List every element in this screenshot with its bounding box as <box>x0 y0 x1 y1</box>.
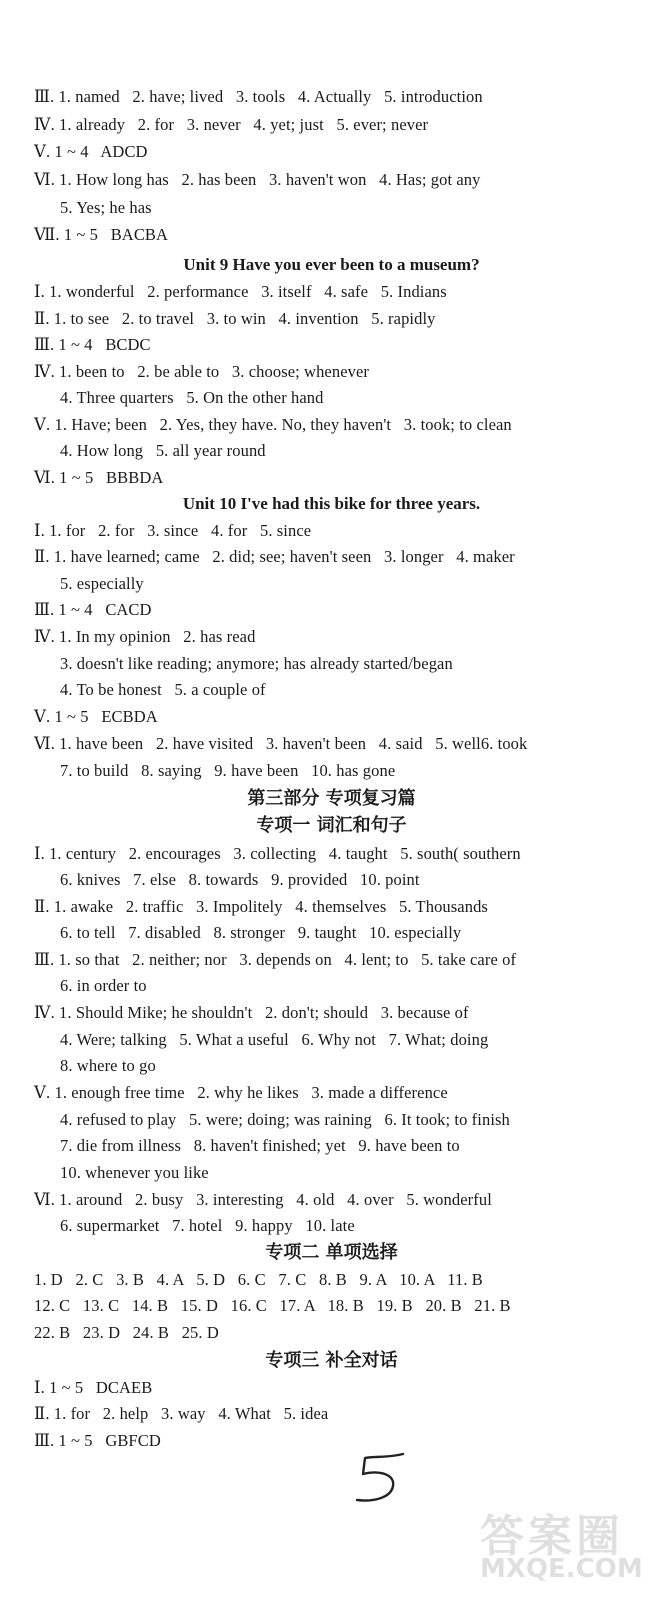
answer-line: Ⅳ. 1. Should Mike; he shouldn't 2. don't; should 3. because of <box>34 1003 469 1022</box>
part-heading: 第三部分 专项复习篇 <box>247 788 416 809</box>
watermark-logo <box>470 1500 650 1590</box>
answer-line: Ⅳ. 1. been to 2. be able to 3. choose; whenever <box>34 362 369 381</box>
answer-line: Ⅵ. 1 ~ 5 BBBDA <box>34 468 164 487</box>
answer-line: 12. C 13. C 14. B 15. D 16. C 17. A 18. B 19. B 20. B 21. B <box>34 1296 511 1315</box>
answer-line: 1. D 2. C 3. B 4. A 5. D 6. C 7. C 8. B 9. A 10. A 11. B <box>34 1270 483 1289</box>
answer-line: Ⅰ. 1. for 2. for 3. since 4. for 5. since <box>34 521 312 540</box>
answer-line: 8. where to go <box>60 1056 156 1075</box>
answer-line: 4. Were; talking 5. What a useful 6. Why not 7. What; doing <box>60 1030 489 1049</box>
answer-line: Ⅲ. 1. named 2. have; lived 3. tools 4. Actually 5. introduction <box>34 87 483 106</box>
answer-line: Ⅵ. 1. around 2. busy 3. interesting 4. old 4. over 5. wonderful <box>34 1190 492 1209</box>
answer-line: 3. doesn't like reading; anymore; has already started/began <box>60 654 453 673</box>
unit-heading: Unit 10 I've had this bike for three years. <box>182 494 481 513</box>
unit-heading: Unit 9 Have you ever been to a museum? <box>183 255 480 274</box>
answer-line: Ⅲ. 1 ~ 4 CACD <box>34 600 152 619</box>
answer-line: 22. B 23. D 24. B 25. D <box>34 1323 219 1342</box>
answer-line: 7. die from illness 8. haven't finished; yet 9. have been to <box>60 1136 460 1155</box>
answer-line: Ⅴ. 1 ~ 4 ADCD <box>34 142 148 161</box>
answer-line: 6. supermarket 7. hotel 9. happy 10. late <box>60 1216 355 1235</box>
section-heading: 专项二 单项选择 <box>265 1242 398 1263</box>
watermark-text: 答案圈 <box>480 1511 624 1562</box>
answer-line: Ⅰ. 1 ~ 5 DCAEB <box>34 1378 153 1397</box>
answer-line: 6. in order to <box>60 976 147 995</box>
answer-line: Ⅲ. 1 ~ 4 BCDC <box>34 335 151 354</box>
answer-line: 4. Three quarters 5. On the other hand <box>60 388 324 407</box>
answer-line: Ⅴ. 1. Have; been 2. Yes, they have. No, they haven't 3. took; to clean <box>34 415 512 434</box>
answer-line: Ⅵ. 1. have been 2. have visited 3. haven't been 4. said 5. well6. took <box>34 734 528 753</box>
answer-line: 6. to tell 7. disabled 8. stronger 9. taught 10. especially <box>60 923 462 942</box>
answer-line: 10. whenever you like <box>60 1163 209 1182</box>
answer-line: Ⅴ. 1. enough free time 2. why he likes 3. made a difference <box>34 1083 448 1102</box>
answer-line: Ⅳ. 1. In my opinion 2. has read <box>34 627 256 646</box>
answer-line: 4. refused to play 5. were; doing; was raining 6. It took; to finish <box>60 1110 510 1129</box>
answer-line: Ⅱ. 1. have learned; came 2. did; see; haven't seen 3. longer 4. maker <box>34 547 515 566</box>
answer-line: 7. to build 8. saying 9. have been 10. has gone <box>60 761 396 780</box>
answer-line: 4. How long 5. all year round <box>60 441 266 460</box>
answer-line: Ⅳ. 1. already 2. for 3. never 4. yet; just 5. ever; never <box>34 115 429 134</box>
answer-line: 5. especially <box>60 574 144 593</box>
answer-line: Ⅲ. 1 ~ 5 GBFCD <box>34 1431 161 1450</box>
answer-line: Ⅴ. 1 ~ 5 ECBDA <box>34 707 158 726</box>
handwritten-page-number <box>345 1448 415 1508</box>
answer-line: 4. To be honest 5. a couple of <box>60 680 266 699</box>
answer-line: 6. knives 7. else 8. towards 9. provided 10. point <box>60 870 420 889</box>
watermark-url: MXQE.COM <box>480 1554 643 1584</box>
answer-line: Ⅱ. 1. to see 2. to travel 3. to win 4. invention 5. rapidly <box>34 309 436 328</box>
section-heading: 专项三 补全对话 <box>265 1350 398 1371</box>
answer-line: Ⅰ. 1. century 2. encourages 3. collecting 4. taught 5. south( southern <box>34 844 521 863</box>
answer-line: Ⅱ. 1. awake 2. traffic 3. Impolitely 4. themselves 5. Thousands <box>34 897 488 916</box>
answer-line: Ⅲ. 1. so that 2. neither; nor 3. depends on 4. lent; to 5. take care of <box>34 950 517 969</box>
answer-line: Ⅱ. 1. for 2. help 3. way 4. What 5. idea <box>34 1404 329 1423</box>
section-heading: 专项一 词汇和句子 <box>256 815 407 836</box>
answer-line: Ⅵ. 1. How long has 2. has been 3. haven't won 4. Has; got any <box>34 170 481 189</box>
answer-line: Ⅰ. 1. wonderful 2. performance 3. itself 4. safe 5. Indians <box>34 282 447 301</box>
answer-line: 5. Yes; he has <box>60 198 152 217</box>
answer-line: Ⅶ. 1 ~ 5 BACBA <box>34 225 169 244</box>
